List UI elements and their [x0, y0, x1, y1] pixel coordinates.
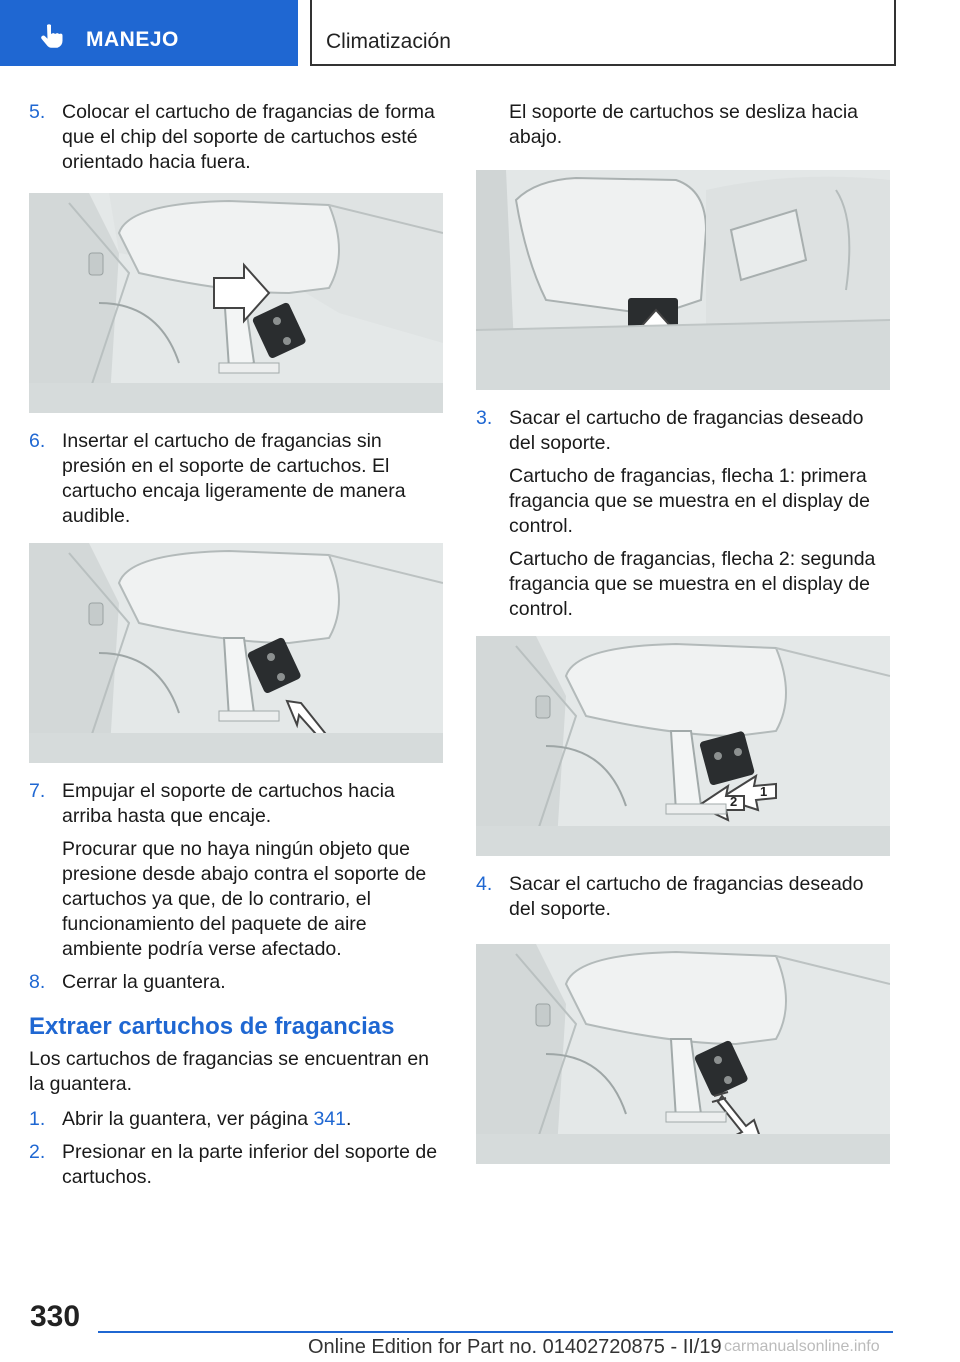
illustration-two-cartridges: [476, 636, 890, 856]
step-8: [29, 970, 443, 995]
step-note-arrow-1: Cartucho de fragancias, flecha 1: primera fragancia que se muestra en el display de control.: [509, 465, 870, 537]
arrow-label-2: 2: [730, 794, 738, 809]
step-text: [62, 1107, 443, 1132]
illustration-cartridge-inserted: [29, 543, 443, 763]
step-number: 6.: [29, 430, 46, 452]
illustration-cartridge-removed: [476, 944, 890, 1164]
left-column: [29, 100, 443, 1198]
step-number: 1.: [29, 1108, 46, 1130]
watermark-text: carmanualsonline.info: [724, 1338, 880, 1355]
illustration-glovebox-holder: [29, 193, 443, 413]
illustration-holder-pressed: [476, 170, 890, 390]
step-3: [476, 406, 890, 622]
figure-cartridge-engages: [29, 543, 443, 763]
figure-remove-cartridges-arrows: [476, 636, 890, 856]
edition-text: Online Edition for Part no. 01402720875 - II/19: [308, 1336, 722, 1358]
step-number: 3.: [476, 407, 493, 429]
step-5: [29, 100, 443, 175]
step-text: Sacar el cartucho de fragancias deseado del soporte.: [509, 873, 864, 920]
figure-pull-cartridge-out: [476, 944, 890, 1164]
step-7: [29, 779, 443, 962]
step-4: [476, 872, 890, 922]
section-tab[interactable]: [0, 0, 298, 66]
section-tab-label: MANEJO: [86, 28, 179, 51]
chapter-title-box: [310, 0, 896, 66]
step-text: Cerrar la guantera.: [62, 971, 226, 993]
arrow-label-1: 1: [760, 784, 768, 799]
continuation-text: El soporte de cartuchos se desliza hacia abajo.: [509, 101, 859, 148]
figure-holder-slides-down: [476, 170, 890, 390]
step-number: 2.: [29, 1141, 46, 1163]
chapter-title: Climatización: [326, 30, 451, 53]
step-note-arrow-2: Cartucho de fragancias, flecha 2: segunda fragancia que se muestra en el display de control.: [509, 548, 876, 620]
step-text: Insertar el cartucho de fragancias sin presión en el soporte de cartuchos. El cartucho encaja ligeramente de manera audible.: [62, 430, 406, 527]
step-text-part: .: [346, 1108, 352, 1130]
step-2: [29, 1140, 443, 1190]
page-header: [0, 0, 960, 66]
step-text: Colocar el cartucho de fragancias de forma que el chip del soporte de cartuchos esté orientado hacia fuera.: [62, 101, 435, 173]
step-6: [29, 429, 443, 529]
page-number: 330: [30, 1300, 81, 1333]
right-column: [476, 100, 890, 1180]
step-text: Sacar el cartucho de fragancias deseado del soporte.: [509, 407, 864, 454]
step-text: Empujar el soporte de cartuchos hacia arriba hasta que encaje.: [62, 780, 395, 827]
step-1: [29, 1107, 443, 1132]
step-number: 4.: [476, 873, 493, 895]
hand-pointer-icon: [38, 22, 66, 50]
step-text-part: Abrir la guantera, ver página: [62, 1108, 314, 1130]
step-number: 5.: [29, 101, 46, 123]
step-number: 8.: [29, 971, 46, 993]
section-heading: Extraer cartuchos de fragancias: [29, 1013, 395, 1040]
footer-divider: [98, 1331, 893, 1333]
step-number: 7.: [29, 780, 46, 802]
page-link-341[interactable]: 341: [313, 1108, 347, 1130]
section-intro: Los cartuchos de fragancias se encuentran en la guantera.: [29, 1048, 430, 1095]
figure-insert-cartridge: [29, 193, 443, 413]
step-text: Presionar en la parte inferior del soporte de cartuchos.: [62, 1141, 438, 1188]
step-note: Procurar que no haya ningún objeto que presione desde abajo contra el soporte de cartuchos ya que, de lo contrario, el funcionamiento del paquete de aire ambiente podría verse afectado.: [62, 838, 427, 960]
